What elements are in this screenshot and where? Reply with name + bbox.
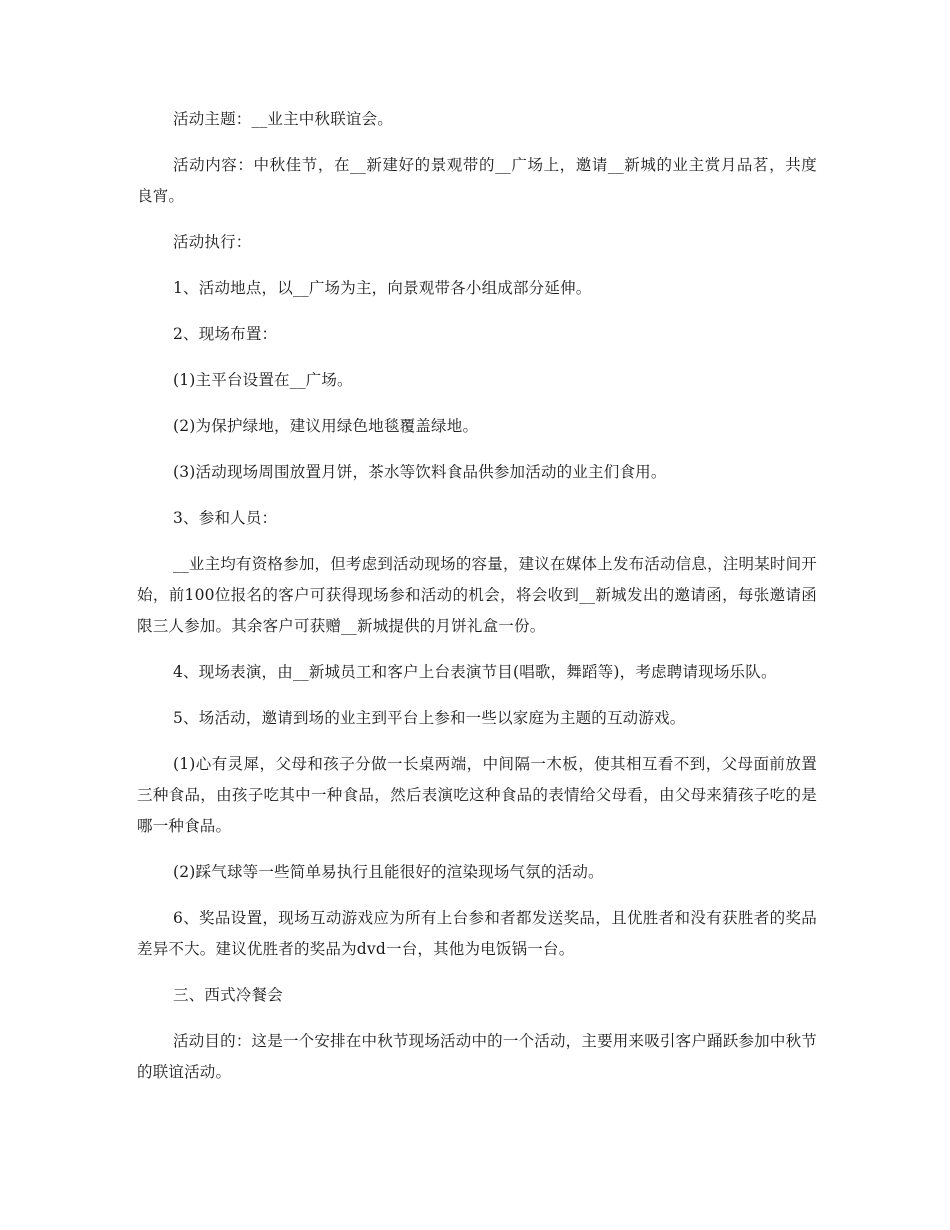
- paragraph-setup-heading: 2、现场布置：: [173, 325, 278, 343]
- paragraph-game-1: (1)心有灵犀，父母和孩子分做一长桌两端，中间隔一木板，使其相互看不到，父母面前放置三种食品，由孩子吃其中一种食品，然后表演吃这种食品的表情给父母看，由父母来猜孩子吃的是哪一种食品。: [137, 755, 817, 835]
- paragraph-execution-heading: 活动执行：: [173, 233, 252, 251]
- paragraph-participants-heading: 3、参和人员：: [173, 509, 278, 527]
- paragraph-setup-1: (1)主平台设置在__广场。: [173, 371, 353, 389]
- paragraph-performance: 4、现场表演，由__新城员工和客户上台表演节目(唱歌，舞蹈等)，考虑聘请现场乐队。: [173, 663, 777, 681]
- paragraph-games: 5、场活动，邀请到场的业主到平台上参和一些以家庭为主题的互动游戏。: [173, 709, 686, 727]
- paragraph-theme: 活动主题：__业主中秋联谊会。: [173, 110, 394, 128]
- paragraph-content: 活动内容：中秋佳节，在__新建好的景观带的__广场上，邀请__新城的业主赏月品茗，共度良宵。: [137, 156, 817, 205]
- paragraph-purpose: 活动目的：这是一个安排在中秋节现场活动中的一个活动，主要用来吸引客户踊跃参加中秋节的联谊活动。: [137, 1032, 817, 1081]
- document-body: [137, 104, 817, 1103]
- paragraph-setup-2: (2)为保护绿地，建议用绿色地毯覆盖绿地。: [173, 417, 479, 435]
- paragraph-section-three-heading: 三、西式冷餐会: [173, 986, 283, 1004]
- paragraph-prizes: 6、奖品设置，现场互动游戏应为所有上台参和者都发送奖品，且优胜者和没有获胜者的奖品差异不大。建议优胜者的奖品为dvd一台，其他为电饭锅一台。: [137, 909, 817, 958]
- paragraph-game-2: (2)踩气球等一些简单易执行且能很好的渲染现场气氛的活动。: [173, 863, 604, 881]
- paragraph-venue: 1、活动地点，以__广场为主，向景观带各小组成部分延伸。: [173, 279, 592, 297]
- paragraph-setup-3: (3)活动现场周围放置月饼，茶水等饮料食品供参加活动的业主们食用。: [173, 463, 667, 481]
- paragraph-participants-body: __业主均有资格参加，但考虑到活动现场的容量，建议在媒体上发布活动信息，注明某时间开始，前100位报名的客户可获得现场参和活动的机会，将会收到__新城发出的邀请函，每张邀请函限三人参加。其余客户可获赠__新城提供的月饼礼盒一份。: [137, 555, 817, 635]
